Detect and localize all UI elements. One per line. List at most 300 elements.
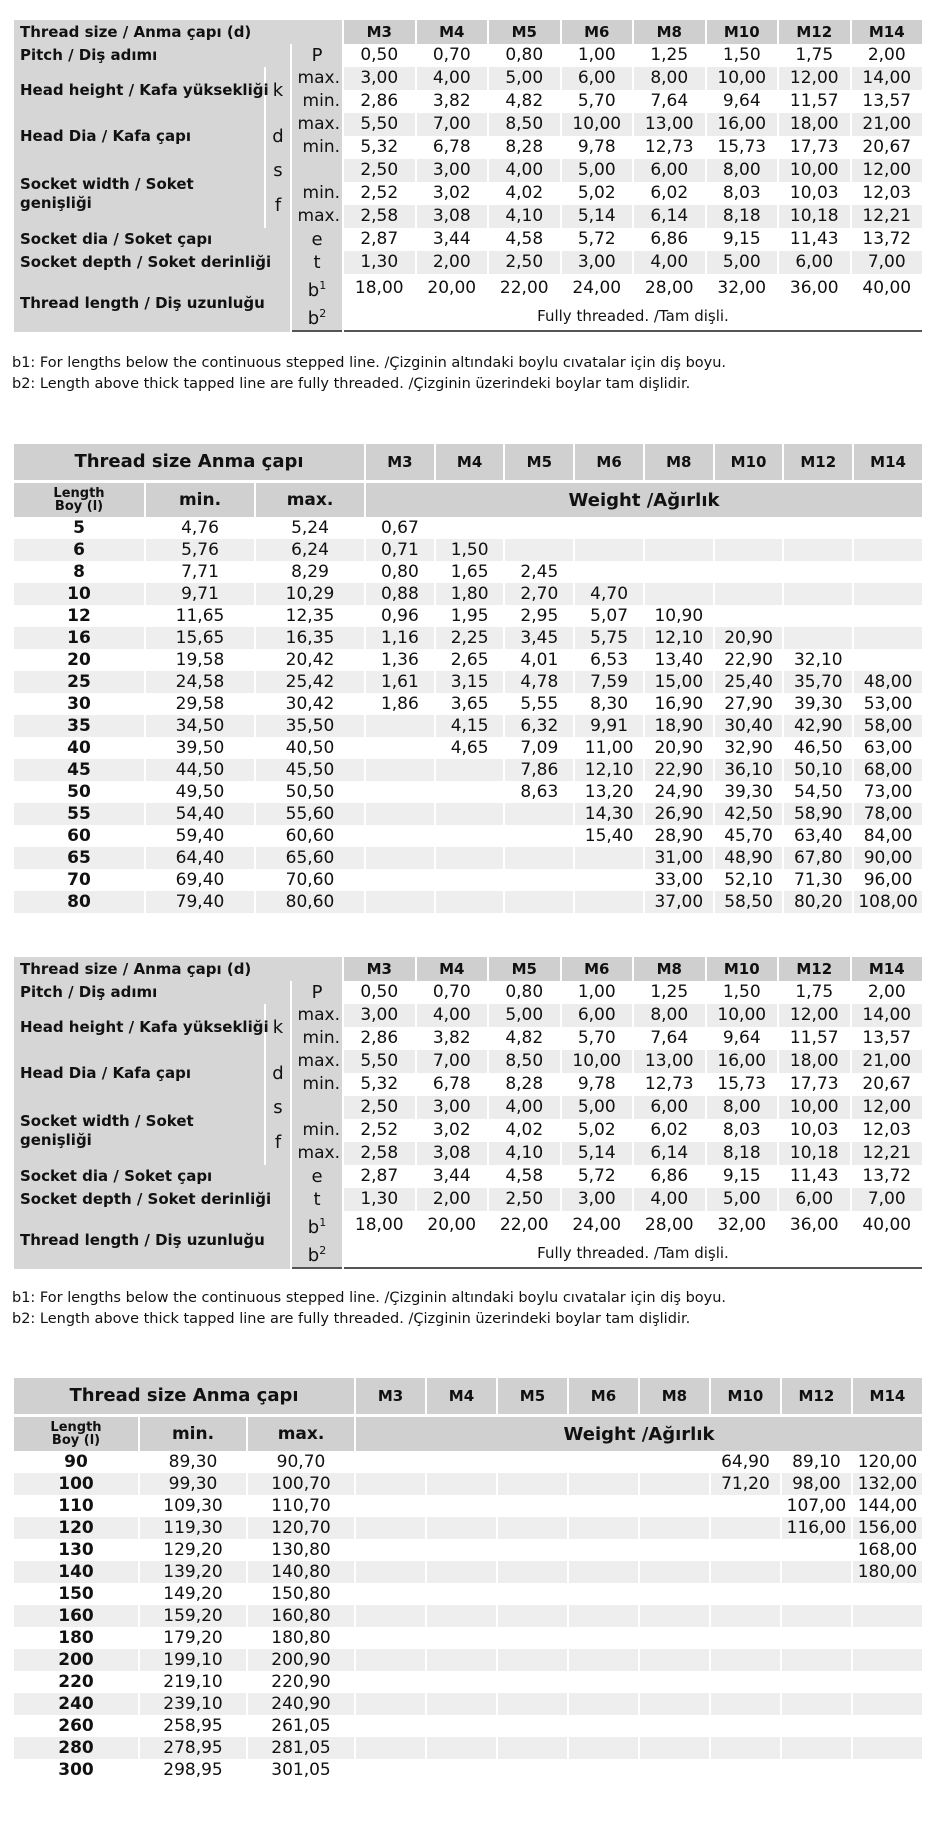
weight-cell	[498, 1737, 567, 1759]
table-row	[14, 517, 922, 539]
value-cell: 6,78	[417, 1073, 488, 1096]
min-cell: 7,71	[146, 561, 254, 583]
min-cell: 39,50	[146, 737, 254, 759]
size-header: M8	[634, 957, 705, 981]
weight-cell	[782, 1759, 851, 1781]
weight-cell	[645, 561, 713, 583]
length-cell: 200	[14, 1649, 138, 1671]
table-row	[14, 649, 922, 671]
value-cell: 6,00	[779, 251, 850, 274]
value-cell: 32,00	[707, 1211, 778, 1239]
weight-cell: 1,86	[366, 693, 434, 715]
socket-depth-label: Socket depth / Soket derinliği	[14, 1188, 290, 1211]
length-cell: 6	[14, 539, 144, 561]
weight-cell	[853, 1693, 922, 1715]
weight-cell	[427, 1693, 496, 1715]
value-cell: 12,00	[852, 1096, 923, 1119]
value-cell: 8,18	[707, 1142, 778, 1165]
min-cell: 9,71	[146, 583, 254, 605]
size-header: M12	[779, 957, 850, 981]
length-cell: 40	[14, 737, 144, 759]
value-cell: 16,00	[707, 1050, 778, 1073]
length-cell: 80	[14, 891, 144, 913]
table-row	[14, 671, 922, 693]
weight-cell	[505, 847, 573, 869]
max-label: max.	[292, 1004, 342, 1027]
spec-table	[12, 957, 924, 1269]
weight-cell: 39,30	[715, 781, 783, 803]
size-header: M10	[715, 444, 783, 483]
weight-cell: 3,45	[505, 627, 573, 649]
value-cell: 17,73	[779, 1073, 850, 1096]
value-cell: 9,64	[707, 90, 778, 113]
value-cell: 3,44	[417, 1165, 488, 1188]
value-cell: 7,00	[417, 1050, 488, 1073]
table-row	[14, 1188, 922, 1211]
weight-cell	[498, 1693, 567, 1715]
symbol-cell: k	[266, 1004, 290, 1050]
value-cell: 2,87	[344, 1165, 415, 1188]
value-cell: 6,00	[562, 67, 633, 90]
value-cell: 15,73	[707, 136, 778, 159]
weight-cell: 84,00	[854, 825, 922, 847]
value-cell: 5,00	[489, 1004, 560, 1027]
max-cell: 6,24	[256, 539, 364, 561]
value-cell: 18,00	[779, 1050, 850, 1073]
table-row	[14, 1759, 922, 1781]
table-row	[14, 113, 922, 136]
value-cell: 11,43	[779, 228, 850, 251]
value-cell: 20,00	[417, 1211, 488, 1239]
weight-cell	[427, 1627, 496, 1649]
weight-cell: 1,16	[366, 627, 434, 649]
max-label: max.	[292, 113, 342, 136]
weight-table	[12, 444, 924, 913]
weight-cell	[853, 1759, 922, 1781]
weight-cell: 180,00	[853, 1561, 922, 1583]
weight-cell	[711, 1517, 780, 1539]
value-cell: 12,73	[634, 1073, 705, 1096]
weight-cell	[640, 1649, 709, 1671]
weight-table-2	[12, 1378, 924, 1781]
length-cell: 10	[14, 583, 144, 605]
min-cell: 79,40	[146, 891, 254, 913]
table-row	[14, 274, 922, 302]
value-cell: 13,72	[852, 1165, 923, 1188]
value-cell: 32,00	[707, 274, 778, 302]
value-cell: 12,00	[852, 159, 923, 182]
weight-cell	[645, 583, 713, 605]
table-row	[14, 1417, 922, 1451]
value-cell: 8,00	[634, 67, 705, 90]
weight-cell	[853, 1583, 922, 1605]
length-cell: 110	[14, 1495, 138, 1517]
value-cell: 2,00	[417, 1188, 488, 1211]
max-cell: 25,42	[256, 671, 364, 693]
table-row	[14, 869, 922, 891]
max-cell: 180,80	[248, 1627, 354, 1649]
value-cell: 40,00	[852, 1211, 923, 1239]
value-cell: 2,50	[344, 1096, 415, 1119]
weight-cell	[782, 1539, 851, 1561]
weight-cell: 4,70	[575, 583, 643, 605]
weight-cell	[436, 891, 504, 913]
value-cell: 7,00	[417, 113, 488, 136]
symbol-cell: t	[292, 251, 342, 274]
value-cell: 5,02	[562, 1119, 633, 1142]
value-cell: 8,03	[707, 1119, 778, 1142]
value-cell: 9,15	[707, 228, 778, 251]
max-cell: 220,90	[248, 1671, 354, 1693]
weight-cell	[505, 891, 573, 913]
table-row	[14, 1649, 922, 1671]
max-label: max.	[292, 205, 342, 228]
weight-cell: 4,01	[505, 649, 573, 671]
weight-cell	[498, 1495, 567, 1517]
weight-cell	[853, 1605, 922, 1627]
value-cell: 13,00	[634, 1050, 705, 1073]
weight-cell	[505, 825, 573, 847]
table-row	[14, 715, 922, 737]
weight-cell	[645, 517, 713, 539]
table-row	[14, 583, 922, 605]
min-cell: 44,50	[146, 759, 254, 781]
weight-cell	[782, 1605, 851, 1627]
value-cell: 8,28	[489, 136, 560, 159]
min-cell: 109,30	[140, 1495, 246, 1517]
weight-cell: 4,78	[505, 671, 573, 693]
symbol-cell: P	[292, 981, 342, 1004]
max-cell: 301,05	[248, 1759, 354, 1781]
weight-cell	[569, 1473, 638, 1495]
weight-cell	[711, 1561, 780, 1583]
note-b2: b2: Length above thick tapped line are fully threaded. /Çizginin üzerindeki boylar tam dişlidir.	[12, 1311, 691, 1327]
value-cell: 1,50	[707, 981, 778, 1004]
weight-cell: 48,00	[854, 671, 922, 693]
max-cell: 130,80	[248, 1539, 354, 1561]
weight-cell: 7,59	[575, 671, 643, 693]
weight-cell	[854, 649, 922, 671]
weight-cell	[782, 1627, 851, 1649]
weight-table	[12, 1378, 924, 1781]
value-cell: 4,58	[489, 228, 560, 251]
max-cell: 8,29	[256, 561, 364, 583]
value-cell: 7,00	[852, 1188, 923, 1211]
length-cell: 180	[14, 1627, 138, 1649]
value-cell: 20,67	[852, 136, 923, 159]
weight-cell	[715, 605, 783, 627]
socket-dia-label: Socket dia / Soket çapı	[14, 228, 290, 251]
weight-cell: 120,00	[853, 1451, 922, 1473]
table-row	[14, 847, 922, 869]
table-row	[14, 781, 922, 803]
value-cell: 20,67	[852, 1073, 923, 1096]
min-cell: 19,58	[146, 649, 254, 671]
value-cell: 18,00	[779, 113, 850, 136]
weight-cell	[366, 781, 434, 803]
weight-cell	[711, 1605, 780, 1627]
weight-cell	[784, 627, 852, 649]
symbol-cell: t	[292, 1188, 342, 1211]
min-header: min.	[140, 1417, 246, 1451]
value-cell: 12,73	[634, 136, 705, 159]
value-cell: 12,21	[852, 205, 923, 228]
spec-table-1	[12, 20, 924, 332]
weight-cell: 58,00	[854, 715, 922, 737]
length-cell: 140	[14, 1561, 138, 1583]
weight-cell	[498, 1561, 567, 1583]
weight-cell	[427, 1583, 496, 1605]
value-cell: 7,64	[634, 1027, 705, 1050]
weight-cell	[640, 1693, 709, 1715]
max-cell: 35,50	[256, 715, 364, 737]
weight-cell: 67,80	[784, 847, 852, 869]
value-cell: 6,00	[779, 1188, 850, 1211]
length-cell: 65	[14, 847, 144, 869]
value-cell: 1,30	[344, 1188, 415, 1211]
value-cell: 5,32	[344, 136, 415, 159]
weight-cell	[640, 1473, 709, 1495]
value-cell: 7,00	[852, 251, 923, 274]
max-label: max.	[292, 1050, 342, 1073]
length-cell: 240	[14, 1693, 138, 1715]
weight-cell	[427, 1495, 496, 1517]
value-cell: 5,72	[562, 1165, 633, 1188]
weight-cell	[569, 1649, 638, 1671]
weight-cell: 58,50	[715, 891, 783, 913]
weight-cell: 11,00	[575, 737, 643, 759]
weight-table-1	[12, 444, 924, 913]
weight-cell: 63,40	[784, 825, 852, 847]
value-cell: 3,82	[417, 90, 488, 113]
weight-cell: 16,90	[645, 693, 713, 715]
weight-cell	[711, 1627, 780, 1649]
symbol-cell: s	[266, 159, 290, 182]
weight-cell: 5,75	[575, 627, 643, 649]
value-cell: 6,00	[634, 1096, 705, 1119]
size-header: M5	[505, 444, 573, 483]
weight-cell	[436, 847, 504, 869]
table-row	[14, 1165, 922, 1188]
weight-cell: 20,90	[645, 737, 713, 759]
value-cell: 10,00	[779, 1096, 850, 1119]
table-row	[14, 891, 922, 913]
length-cell: 120	[14, 1517, 138, 1539]
max-cell: 65,60	[256, 847, 364, 869]
weight-cell	[366, 847, 434, 869]
header-label: Thread size / Anma çapı (d)	[14, 957, 342, 981]
value-cell: 2,52	[344, 182, 415, 205]
value-cell: 7,64	[634, 90, 705, 113]
value-cell: 4,00	[634, 251, 705, 274]
weight-cell	[715, 539, 783, 561]
weight-cell: 24,90	[645, 781, 713, 803]
value-cell: 2,52	[344, 1119, 415, 1142]
value-cell: 21,00	[852, 1050, 923, 1073]
value-cell: 1,75	[779, 981, 850, 1004]
weight-cell	[711, 1649, 780, 1671]
weight-cell: 156,00	[853, 1517, 922, 1539]
weight-cell: 9,91	[575, 715, 643, 737]
weight-cell: 42,50	[715, 803, 783, 825]
weight-cell	[640, 1715, 709, 1737]
weight-cell: 1,50	[436, 539, 504, 561]
table-row	[14, 228, 922, 251]
weight-cell: 35,70	[784, 671, 852, 693]
weight-cell: 4,65	[436, 737, 504, 759]
weight-cell: 71,30	[784, 869, 852, 891]
weight-cell	[711, 1671, 780, 1693]
weight-cell	[498, 1759, 567, 1781]
weight-cell: 42,90	[784, 715, 852, 737]
weight-cell: 63,00	[854, 737, 922, 759]
min-cell: 4,76	[146, 517, 254, 539]
weight-cell	[782, 1649, 851, 1671]
length-cell: 25	[14, 671, 144, 693]
value-cell: 6,14	[634, 205, 705, 228]
weight-cell	[366, 759, 434, 781]
table-row	[14, 44, 922, 67]
weight-cell	[505, 803, 573, 825]
value-cell: 5,32	[344, 1073, 415, 1096]
value-cell: 22,00	[489, 1211, 560, 1239]
weight-cell	[366, 737, 434, 759]
size-header: M5	[489, 20, 560, 44]
weight-cell	[575, 847, 643, 869]
max-cell: 40,50	[256, 737, 364, 759]
weight-cell	[569, 1627, 638, 1649]
value-cell: 3,02	[417, 182, 488, 205]
weight-cell: 1,95	[436, 605, 504, 627]
value-cell: 2,50	[344, 159, 415, 182]
weight-cell: 12,10	[645, 627, 713, 649]
weight-cell	[640, 1451, 709, 1473]
weight-cell	[498, 1715, 567, 1737]
table-row	[14, 1378, 922, 1417]
value-cell: 3,00	[562, 251, 633, 274]
socket-width-label: Socket width / Soket genişliği	[14, 159, 264, 228]
weight-cell	[569, 1561, 638, 1583]
weight-cell: 1,65	[436, 561, 504, 583]
weight-cell	[569, 1605, 638, 1627]
max-cell: 100,70	[248, 1473, 354, 1495]
max-cell: 200,90	[248, 1649, 354, 1671]
weight-cell	[640, 1737, 709, 1759]
table-row	[14, 1583, 922, 1605]
weight-cell	[575, 869, 643, 891]
value-cell: 12,21	[852, 1142, 923, 1165]
weight-cell: 2,95	[505, 605, 573, 627]
weight-cell: 71,20	[711, 1473, 780, 1495]
table-row	[14, 1605, 922, 1627]
max-cell: 261,05	[248, 1715, 354, 1737]
weight-cell	[575, 561, 643, 583]
value-cell: 10,00	[779, 159, 850, 182]
value-cell: 16,00	[707, 113, 778, 136]
max-cell: 90,70	[248, 1451, 354, 1473]
symbol-cell: e	[292, 228, 342, 251]
b2-symbol: $b^2$	[292, 302, 342, 332]
max-cell: 45,50	[256, 759, 364, 781]
table-row	[14, 803, 922, 825]
head-height-label: Head height / Kafa yüksekliği	[14, 1004, 264, 1050]
weight-cell: 52,10	[715, 869, 783, 891]
symbol-cell: s	[266, 1096, 290, 1119]
value-cell: 9,78	[562, 1073, 633, 1096]
table-row	[14, 1211, 922, 1239]
table-row	[14, 627, 922, 649]
value-cell: 4,00	[417, 67, 488, 90]
min-cell: 298,95	[140, 1759, 246, 1781]
max-cell: 240,90	[248, 1693, 354, 1715]
weight-cell: 30,40	[715, 715, 783, 737]
weight-cell	[356, 1451, 425, 1473]
weight-cell: 7,09	[505, 737, 573, 759]
weight-cell	[640, 1627, 709, 1649]
weight-cell	[784, 517, 852, 539]
weight-cell: 0,71	[366, 539, 434, 561]
table-row	[14, 825, 922, 847]
max-cell: 110,70	[248, 1495, 354, 1517]
weight-cell	[640, 1583, 709, 1605]
weight-cell	[436, 781, 504, 803]
value-cell: 1,75	[779, 44, 850, 67]
weight-cell: 37,00	[645, 891, 713, 913]
size-header: M4	[417, 20, 488, 44]
weight-cell: 50,10	[784, 759, 852, 781]
table-row	[14, 1473, 922, 1495]
min-cell: 59,40	[146, 825, 254, 847]
value-cell: 0,50	[344, 981, 415, 1004]
max-cell: 70,60	[256, 869, 364, 891]
min-cell: 149,20	[140, 1583, 246, 1605]
min-cell: 34,50	[146, 715, 254, 737]
pitch-label: Pitch / Diş adımı	[14, 981, 290, 1004]
max-cell: 16,35	[256, 627, 364, 649]
b1-symbol: $b^1$	[292, 1211, 342, 1239]
value-cell: 11,57	[779, 90, 850, 113]
table-row	[14, 1693, 922, 1715]
weight-cell: 96,00	[854, 869, 922, 891]
weight-cell: 32,10	[784, 649, 852, 671]
table-row	[14, 483, 922, 517]
weight-cell: 90,00	[854, 847, 922, 869]
weight-cell	[427, 1473, 496, 1495]
weight-cell: 64,90	[711, 1451, 780, 1473]
value-cell: 5,70	[562, 90, 633, 113]
min-cell: 89,30	[140, 1451, 246, 1473]
weight-cell	[782, 1583, 851, 1605]
max-cell: 12,35	[256, 605, 364, 627]
min-cell: 11,65	[146, 605, 254, 627]
value-cell: 9,78	[562, 136, 633, 159]
empty-cell	[292, 1096, 342, 1119]
value-cell: 10,18	[779, 1142, 850, 1165]
weight-cell: 8,30	[575, 693, 643, 715]
weight-cell: 1,80	[436, 583, 504, 605]
min-cell: 278,95	[140, 1737, 246, 1759]
value-cell: 8,03	[707, 182, 778, 205]
value-cell: 6,14	[634, 1142, 705, 1165]
weight-cell	[569, 1671, 638, 1693]
weight-cell: 26,90	[645, 803, 713, 825]
length-cell: 35	[14, 715, 144, 737]
value-cell: 18,00	[344, 274, 415, 302]
table-row	[14, 67, 922, 90]
head-dia-label: Head Dia / Kafa çapı	[14, 1050, 264, 1096]
weight-cell	[854, 561, 922, 583]
value-cell: 11,57	[779, 1027, 850, 1050]
